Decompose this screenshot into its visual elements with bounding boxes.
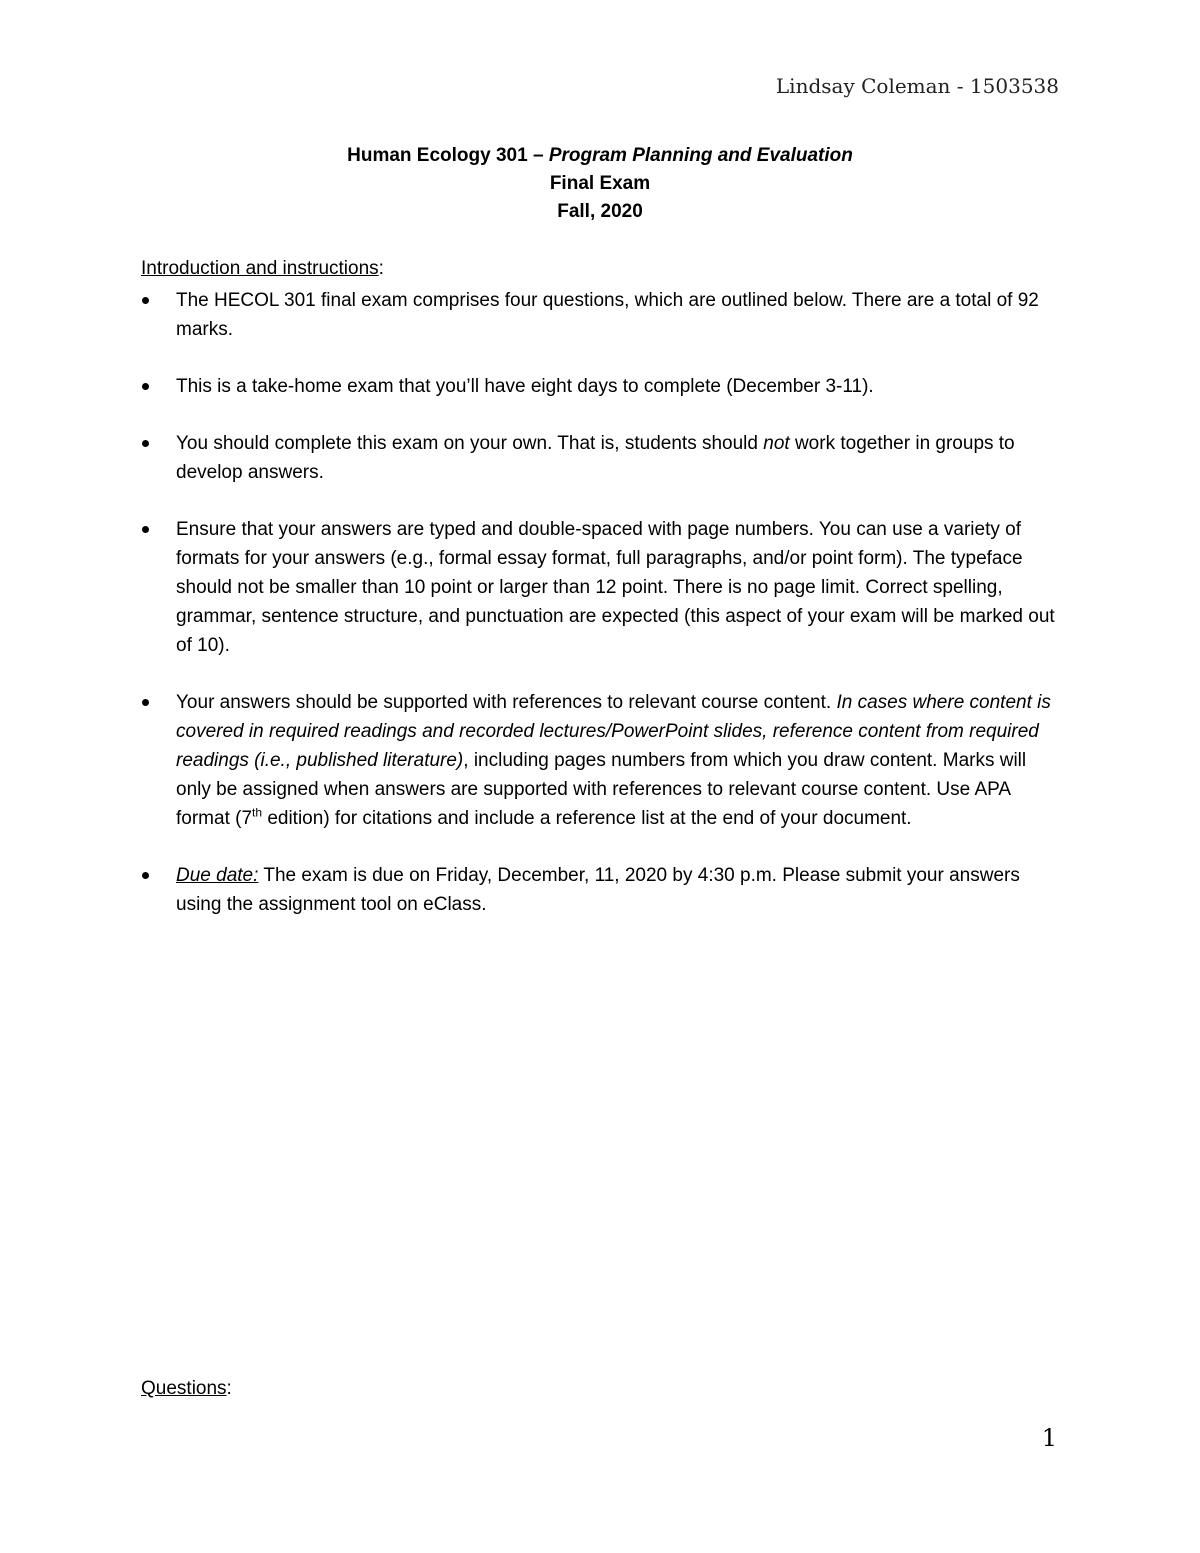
bullet-text: The HECOL 301 final exam comprises four questions, which are outlined below. There are a total of 92 marks. <box>176 290 1039 340</box>
bullet-text: Your answers should be supported with references to relevant course content. <box>176 692 837 713</box>
bullet-text: edition) for citations and include a reference list at the end of your document. <box>262 808 912 829</box>
bullet-icon <box>142 872 149 879</box>
list-item <box>141 688 1061 833</box>
bullet-text: Ensure that your answers are typed and double-spaced with page numbers. You can use a variety of formats for your answers (e.g., formal essay format, full paragraphs, and/or point form). The typeface should not be smaller than 10 point or larger than 12 point. There is no page limit. Correct spelling, grammar, sentence structure, and punctuation are expected (this aspect of your exam will be marked out of 10). <box>176 519 1055 656</box>
list-item <box>141 372 1061 401</box>
superscript: th <box>252 805 263 820</box>
bullet-icon <box>142 699 149 706</box>
bullet-text: The exam is due on Friday, December, 11, 2020 by 4:30 p.m. Please submit your answers using the assignment tool on eClass. <box>176 865 1020 915</box>
intro-heading-colon: : <box>378 258 384 279</box>
author-header: Lindsay Coleman - 1503538 <box>775 74 1059 98</box>
list-item <box>141 861 1061 919</box>
exam-title: Final Exam <box>549 173 651 194</box>
course-code: Human Ecology 301 – <box>347 145 549 166</box>
questions-heading <box>141 1378 232 1400</box>
intro-heading-label: Introduction and instructions <box>141 258 379 279</box>
bullet-icon <box>142 297 149 304</box>
bullet-emphasis: not <box>763 433 790 454</box>
title-block <box>0 142 1200 226</box>
page-number: 1 <box>1041 1424 1057 1452</box>
due-date-label: Due date: <box>176 865 259 886</box>
instructions-list <box>141 286 1061 947</box>
questions-heading-label: Questions <box>141 1378 227 1399</box>
bullet-text: You should complete this exam on your own. That is, students should <box>176 433 764 454</box>
bullet-icon <box>142 440 149 447</box>
bullet-emphasis: In cases where content is covered in required readings and recorded lectures/PowerPoint slides, reference content from required readings (i.e., published literature) <box>176 692 1051 771</box>
course-name: Program Planning and Evaluation <box>548 145 853 166</box>
bullet-text: This is a take-home exam that you’ll have eight days to complete (December 3-11). <box>176 376 874 397</box>
bullet-text: , including pages numbers from which you draw content. Marks will only be assigned when answers are supported with references to relevant course content. Use APA format (7 <box>176 750 1027 829</box>
bullet-icon <box>142 526 149 533</box>
list-item <box>141 515 1061 660</box>
exam-term: Fall, 2020 <box>557 201 643 222</box>
course-title <box>0 142 1200 170</box>
intro-heading <box>141 258 384 280</box>
bullet-icon <box>142 383 149 390</box>
questions-heading-colon: : <box>226 1378 232 1399</box>
bullet-text: work together in groups to develop answers. <box>176 433 1015 483</box>
list-item <box>141 429 1061 487</box>
list-item <box>141 286 1061 344</box>
